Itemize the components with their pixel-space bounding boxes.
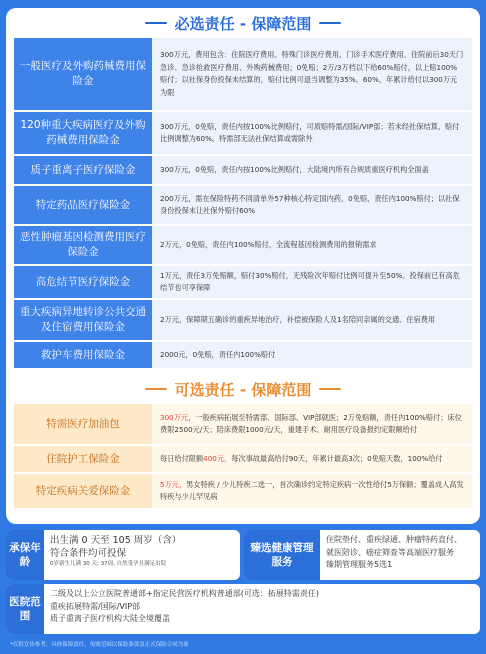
coverage-name: 120种重大疾病医疗及外购药械费用保险金 — [14, 112, 152, 154]
coverage-name: 特定疾病关爱保险金 — [14, 474, 152, 508]
age-label: 承保年龄 — [6, 530, 44, 580]
table-row — [14, 226, 472, 264]
coverage-desc: 300万元，费用包含：住院医疗费用、特殊门诊医疗费用、门诊手术医疗费用、住院前后30天门急诊、急诊抢救医疗费用、外购药械费用；0免赔；2万/3万档以下给60%赔付，以上赔100%赔付；以社保身份投保未结算的，赔付比例可退当调整为35%、60%，年累计给付以300万元为限 — [152, 38, 472, 110]
health-label: 臻选健康管理服务 — [244, 530, 320, 580]
optional-section-title: 可选责任 - 保障范围 — [6, 374, 480, 404]
coverage-name: 一般医疗及外购药械费用保险金 — [14, 38, 152, 110]
table-row — [14, 38, 472, 110]
coverage-desc: 2000元，0免赔，责任内100%赔付 — [152, 342, 472, 368]
coverage-name: 特定药品医疗保险金 — [14, 186, 152, 224]
age-line2: 符合条件均可投保 — [50, 548, 127, 559]
coverage-desc: 1万元，责任3万免赔额，赔付30%赔付，无残险次年赔付比例可提升至50%。投保前已有高危结节也可享保障 — [152, 266, 472, 298]
health-line1: 住院垫付、重疾绿通、肿瘤特药直付、 — [326, 535, 462, 544]
hospital-line1: 二级及以上公立医院普通部+指定民营医疗机构普通部(可选：拓展特需责任) — [50, 589, 319, 598]
table-row — [14, 112, 472, 154]
health-line2: 就医陪诊、癌症筛查等高端医疗服务 — [326, 547, 454, 557]
coverage-name: 高危结节医疗保险金 — [14, 266, 152, 298]
hospital-label: 医院范围 — [6, 584, 44, 634]
hospital-line3: 质子重离子医疗机构大陆全境覆盖 — [50, 614, 170, 623]
table-row — [14, 156, 472, 184]
coverage-desc: 2万元，保障期五确诊的重疾异地治疗，补偿被保险人及1名陪同亲属的交通、住宿费用 — [152, 300, 472, 340]
coverage-desc: 300万元，0免赔，责任内按100%比例赔付，大陆境内所有合规质重医疗机构全面盖 — [152, 156, 472, 184]
table-row — [14, 186, 472, 224]
table-row — [14, 404, 472, 444]
age-note: 0岁新生儿满 30 天; 37周, 自然受孕且满足出院 — [50, 561, 167, 567]
coverage-name: 质子重离子医疗保险金 — [14, 156, 152, 184]
coverage-desc: 300万元，一般疾病拓展至特需部、国际部、VIP部就医；2万免赔额，责任内100%赔付；床位费限2500元/天；陪床费限1000元/天，重建手术、耐用医疗设备报约定限额给付 — [152, 404, 472, 444]
coverage-name: 特需医疗加油包 — [14, 404, 152, 444]
table-row — [14, 446, 472, 472]
table-row — [14, 266, 472, 298]
coverage-desc: 每日给付限额400元，每次事故最高给付90天，年累计最高3次；0免赔天数，100%给付 — [152, 446, 472, 472]
footnote: *仅供宣传参考，具体保障责任，免赔范围以保险条款及正式保险合同为准 — [10, 642, 189, 648]
coverage-desc: 200万元，需在保险特药不同清单外57种核心特定国内药，0免赔，责任内100%赔付；以社保身份投保未让社保外赔付60% — [152, 186, 472, 224]
coverage-desc: 2万元，0免赔，责任内100%赔付，全流程基因检测费用的报销需求 — [152, 226, 472, 264]
health-line3: 臻期管理服务5选1 — [326, 560, 393, 569]
hospital-line2: 重疾拓展特需/国际/VIP部 — [50, 601, 141, 611]
coverage-card — [6, 8, 480, 524]
age-panel — [6, 530, 240, 580]
coverage-name: 恶性肿瘤基因检测费用医疗保险金 — [14, 226, 152, 264]
coverage-name: 重大疾病异地转诊公共交通及住宿费用保险金 — [14, 300, 152, 340]
required-section-title: 必选责任 - 保障范围 — [6, 8, 480, 38]
table-row — [14, 342, 472, 368]
hospital-panel — [6, 584, 480, 634]
info-panels — [6, 530, 480, 634]
table-row — [14, 474, 472, 508]
coverage-name: 住院护工保险金 — [14, 446, 152, 472]
age-line1: 出生满 0 天至 105 周岁（含） — [50, 535, 182, 546]
coverage-name: 救护车费用保险金 — [14, 342, 152, 368]
coverage-desc: 5万元，男女特疾 / 少儿特疾二选一，首次确诊约定特定疾病一次性给付5万保额；覆盖成人高发特疾与少儿罕见病 — [152, 474, 472, 508]
coverage-desc: 300万元，0免赔，责任内按100%比例赔付，可质赔特需/国际/VIP部；若未经社保结算，赔付比例调整为60%。特需部无法社保结算或需除外 — [152, 112, 472, 154]
table-row — [14, 300, 472, 340]
health-panel — [244, 530, 480, 580]
